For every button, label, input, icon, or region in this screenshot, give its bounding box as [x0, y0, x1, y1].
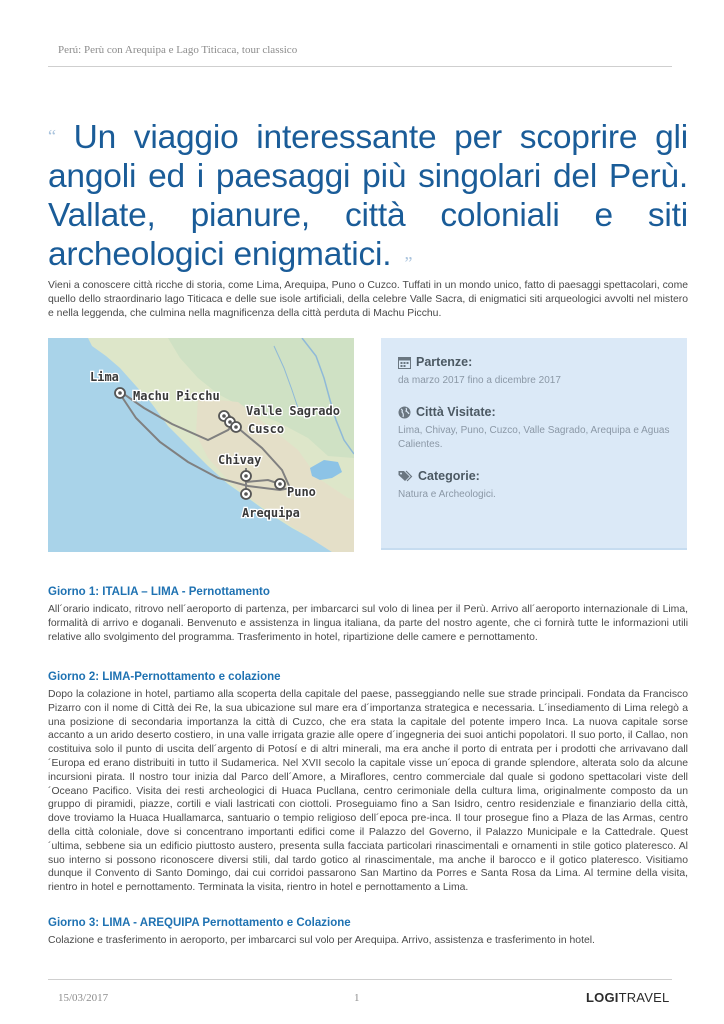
map-label-arequipa: Arequipa	[242, 506, 300, 520]
departures-section	[398, 355, 673, 388]
day-2-title: Giorno 2: LIMA-Pernottamento e colazione	[48, 671, 281, 683]
document-header-title: Perú: Perù con Arequipa e Lago Titicaca, tour classico	[58, 44, 298, 56]
day-3-description: Colazione e trasferimento in aeroporto, per imbarcarci sul volo per Arequipa. Arrivo, assistenza e trasferimento in hotel.	[48, 935, 595, 946]
day-2-description: Dopo la colazione in hotel, partiamo alla scoperta della capitale del paese, passeggiando nelle sue strade principali. Fondata da Francisco Pizarro con il nome di Città dei Re, la sua ubicazione sul mare era d´importanza strategica e necessaria. L´insediamento di Lima relegò a una posizione di secondaria importanza la città di Cuzco, che era stata la capitale del potente impero Inca. La nuova capitale sorse accanto a un arido deserto costiero, in una valle irrigata grazie alle opere d´ingegneria dei suoi antichi popolatori. Il suo porto, il Callao, non costituiva solo il punto di uscita dell´argento di Potosí e di altri minerali, ma era anche il porto di entrata per i prodotti che arrivavano dall´Europa ed erano distribuiti in tutto il Sudamerica. Nel XVII secolo la capitale visse un´epoca di grande splendore, alterata solo da alcune incursioni pirata. Il nostro tour inizia dal Parco dell´Amore, a Miraflores, centro commerciale dal quale si godono spettacolari viste dell´Oceano Pacifico. Visita dei resti archeologici di Huaca Pucllana, centro cerimoniale della cultura lima, originalmente composto da un gruppo di piramidi, piazze, cortili e viali lastricati con ciottoli. Proseguiamo fino a San Isidro, centro residenziale e finanziario della città, dove troviamo la Huaca Huallamarca, santuario o tempio religioso dell´epoca pre-inca. Il tour prosegue fino a Plaza de las Armas, centro della città coloniale, dove si concentrano importanti edifici come il Palazzo del Governo, il Palazzo Municipale e la Cattedrale. Quest´ultima, sebbene sia un edificio piuttosto austero, presenta sulla facciata particolari rinascimentali e ornamenti in stile gotico plateresco. Al suo interno si possono riconoscere diversi stili, dal tardo gotico al rinascimentale, ma anche il barocco e il gotico plateresco. Visitiamo dunque il Convento di Santo Domingo, dai cui corridoi passarono San Martino da Porres e Santa Rosa da Lima. Al termine della visita, rientro in hotel e pernottamento. Terminata la visita, rientro in hotel e pernottamento a Lima.	[48, 689, 688, 894]
tagline-text: Un viaggio interessante per scoprire gli angoli ed i paesaggi più singolari del Perù. Vallate, pianure, città coloniali e siti archeologici enigmatici.	[48, 119, 689, 273]
globe-icon	[398, 406, 411, 419]
map-label-valle-sagrado: Valle Sagrado	[246, 404, 340, 418]
map-label-puno: Puno	[287, 485, 316, 499]
tags-icon	[398, 470, 413, 483]
map-label-chivay: Chivay	[218, 453, 262, 467]
map-label-machu-picchu: Machu Picchu	[133, 389, 220, 403]
open-quote-icon: “	[48, 126, 56, 146]
departures-value: da marzo 2017 fino a dicembre 2017	[398, 375, 561, 386]
categories-section	[398, 469, 673, 502]
day-3-title: Giorno 3: LIMA - AREQUIPA Pernottamento e Colazione	[48, 917, 351, 929]
header-divider	[48, 66, 672, 67]
tagline-quote	[48, 117, 688, 283]
footer-date: 15/03/2017	[58, 992, 109, 1004]
day-1-title: Giorno 1: ITALIA – LIMA - Pernottamento	[48, 586, 270, 598]
intro-paragraph: Vieni a conoscere città ricche di storia, come Lima, Arequipa, Puno o Cuzco. Tuffati in un mondo unico, fatto di paesaggi spettacolari, come quello dello straordinario lago Titicaca e delle sue isole artificiali, della celebre Valle Sacra, di enigmatici siti arqueologici avvolti nel mistero e nella leggenda, che culmina nella magnificenza della città perduta di Machu Picchu.	[48, 280, 688, 319]
logitravel-logo: LOGITRAVEL	[586, 990, 670, 1005]
cities-value: Lima, Chivay, Puno, Cuzco, Valle Sagrado, Arequipa e Aguas Calientes.	[398, 425, 670, 450]
calendar-icon	[398, 356, 411, 369]
map-label-lima: Lima	[90, 370, 119, 384]
categories-value: Natura e Archeologici.	[398, 489, 496, 500]
trip-info-panel	[381, 338, 687, 550]
categories-label: Categorie:	[418, 469, 480, 483]
departures-label: Partenze:	[416, 355, 473, 369]
footer-divider	[48, 979, 672, 980]
categories-heading	[398, 469, 673, 483]
day-1-description: All´orario indicato, ritrovo nell´aeroporto di partenza, per imbarcarci sul volo di linea per il Perù. Arrivo all´aeroporto internazionale di Lima, formalità di arrivo e doganali. Benvenuto e assistenza in lingua italiana, da parte del nostro agente, che ci fornirà tutte le informazioni utili relative allo svolgimento del programma. Trasferimento in hotel, ripartizione delle camere e pernottamento.	[48, 604, 688, 643]
cities-heading	[398, 405, 673, 419]
close-quote-icon: ”	[404, 253, 413, 273]
page-number: 1	[354, 992, 360, 1004]
cities-section	[398, 405, 673, 452]
map-label-cusco: Cusco	[248, 422, 285, 436]
route-map	[48, 338, 354, 552]
cities-label: Città Visitate:	[416, 405, 496, 419]
departures-heading	[398, 355, 673, 369]
